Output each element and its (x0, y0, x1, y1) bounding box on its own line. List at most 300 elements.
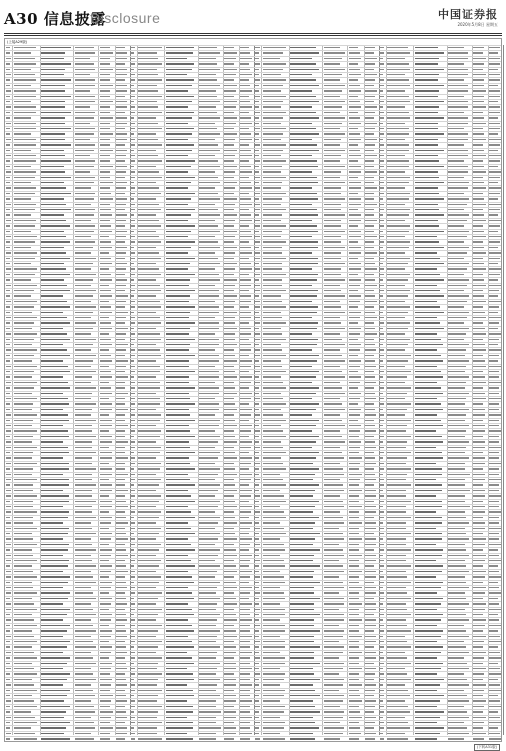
table-cell-text (489, 96, 500, 97)
table-cell-text (41, 274, 70, 275)
table-cell-text (365, 560, 376, 561)
table-cell-text (489, 457, 499, 458)
table-cell-text (365, 301, 377, 302)
table-cell-text (448, 555, 469, 556)
table-cell-text (290, 74, 312, 75)
table-cell-text (166, 322, 196, 323)
table-cell-text (131, 306, 135, 307)
table-cell-text (415, 333, 437, 334)
table-cell-text (349, 52, 360, 53)
table-cell-text (100, 52, 113, 53)
table-cell-text (255, 690, 260, 691)
table-cell-text (224, 668, 236, 669)
table-cell-text (380, 47, 385, 48)
table-cell-text (448, 490, 469, 491)
table-cell-text (255, 614, 259, 615)
table-cell-text (263, 274, 287, 275)
table-cell-text (116, 214, 128, 215)
table-cell-text (415, 123, 439, 124)
table-cell-text (224, 560, 234, 561)
table-cell-text (380, 247, 384, 248)
table-cell-text (75, 727, 96, 728)
table-cell-text (263, 441, 281, 442)
table-cell-text (380, 166, 384, 167)
table-cell-text (116, 333, 126, 334)
table-cell-text (100, 576, 110, 577)
table-cell-text (116, 231, 128, 232)
table-cell-text (387, 220, 404, 221)
table-cell-text (489, 279, 498, 280)
table-cell-text (324, 139, 342, 140)
table-cell-text (387, 274, 410, 275)
table-cell-text (387, 452, 411, 453)
table-cell-text (380, 430, 384, 431)
table-cell-text (290, 565, 320, 566)
table-cell-text (6, 598, 10, 599)
table-cell-text (349, 209, 359, 210)
table-cell-text (365, 231, 375, 232)
table-cell-text (240, 241, 249, 242)
table-cell-text (75, 214, 94, 215)
table-cell-text (131, 582, 135, 583)
table-cell-text (75, 144, 95, 145)
table-cell-text (290, 193, 317, 194)
table-cell-text (489, 285, 501, 286)
table-cell-text (290, 625, 314, 626)
table-cell-text (224, 679, 236, 680)
table-cell-text (387, 679, 410, 680)
table-cell-text (263, 582, 286, 583)
table-cell-text (349, 447, 360, 448)
table-cell-text (166, 668, 188, 669)
table-cell-text (240, 52, 250, 53)
table-cell-text (448, 301, 466, 302)
table-cell-text (255, 522, 259, 523)
table-cell-text (387, 393, 407, 394)
table-cell-text (199, 717, 216, 718)
table-cell-text (100, 171, 110, 172)
table-cell-text (41, 247, 64, 248)
table-cell-text (324, 663, 344, 664)
table-cell-text (448, 474, 469, 475)
table-cell-text (224, 641, 234, 642)
table-cell-text (415, 517, 443, 518)
table-cell-text (415, 484, 442, 485)
table-cell-text (14, 63, 37, 64)
table-cell-text (387, 387, 410, 388)
table-cell-text (138, 495, 161, 496)
table-cell-text (116, 560, 125, 561)
table-cell-text (224, 160, 234, 161)
table-cell-text (290, 506, 315, 507)
table-cell-text (448, 69, 468, 70)
table-cell-text (349, 468, 359, 469)
table-cell-text (100, 306, 112, 307)
table-cell-text (116, 177, 125, 178)
table-cell-text (199, 258, 218, 259)
table-cell-text (387, 322, 410, 323)
table-cell-text (14, 706, 37, 707)
table-cell-text (116, 150, 127, 151)
table-cell-text (41, 484, 69, 485)
table-cell-text (138, 355, 160, 356)
table-cell-text (14, 106, 36, 107)
table-cell-text (290, 133, 319, 134)
table-cell-text (489, 463, 501, 464)
table-cell-text (14, 652, 34, 653)
table-cell-text (240, 177, 249, 178)
table-cell-text (100, 506, 112, 507)
table-cell-text (380, 727, 384, 728)
table-cell-text (131, 468, 135, 469)
table-cell-text (75, 317, 91, 318)
table-cell-text (224, 436, 235, 437)
table-cell-text (41, 328, 63, 329)
table-cell-text (448, 528, 465, 529)
table-cell-text (131, 171, 136, 172)
table-cell-text (290, 457, 315, 458)
table-cell-text (100, 398, 110, 399)
table-cell-text (473, 544, 485, 545)
table-cell-text (166, 722, 193, 723)
table-cell-text (263, 85, 283, 86)
table-cell-text (387, 398, 405, 399)
table-cell-text (448, 225, 464, 226)
table-cell-text (116, 641, 125, 642)
table-cell-text (448, 479, 465, 480)
table-cell-text (380, 144, 385, 145)
table-cell-text (240, 706, 249, 707)
table-cell-text (138, 96, 162, 97)
table-cell-text (349, 241, 359, 242)
table-cell-text (224, 58, 236, 59)
table-cell-text (14, 101, 31, 102)
table-cell-text (224, 717, 236, 718)
table-cell-text (349, 90, 362, 91)
table-cell-text (380, 274, 385, 275)
table-cell-text (6, 657, 10, 658)
table-cell-text (387, 549, 411, 550)
table-cell-text (75, 247, 94, 248)
table-cell-text (199, 609, 215, 610)
table-cell-text (415, 198, 444, 199)
table-cell-text (138, 598, 158, 599)
table-cell-text (100, 695, 113, 696)
table-cell-text (116, 74, 127, 75)
table-cell-text (100, 468, 112, 469)
table-cell-text (324, 484, 343, 485)
table-cell-text (380, 614, 384, 615)
table-cell-text (473, 198, 484, 199)
table-cell-text (14, 128, 36, 129)
table-cell-text (166, 263, 191, 264)
table-cell-text (349, 414, 360, 415)
table-cell-text (324, 96, 340, 97)
table-cell-text (387, 247, 408, 248)
table-cell-text (473, 312, 484, 313)
table-cell-text (75, 668, 91, 669)
table-cell-text (489, 657, 501, 658)
table-cell-text (199, 625, 215, 626)
table-cell-text (324, 150, 345, 151)
table-cell-text (290, 695, 319, 696)
table-cell-text (387, 209, 410, 210)
table-cell-text (380, 690, 385, 691)
table-cell-text (224, 544, 234, 545)
table-cell-text (255, 555, 259, 556)
table-cell-text (448, 393, 469, 394)
table-cell-text (100, 328, 113, 329)
table-cell-text (255, 587, 259, 588)
table-cell-text (41, 700, 63, 701)
table-cell-text (138, 317, 160, 318)
table-cell-text (199, 544, 215, 545)
table-cell-text (240, 555, 252, 556)
table-cell-text (263, 171, 281, 172)
table-cell-text (166, 609, 192, 610)
table-cell-text (138, 366, 160, 367)
table-cell-text (138, 344, 155, 345)
table-cell-text (116, 430, 126, 431)
table-cell-text (199, 123, 215, 124)
table-cell-text (199, 722, 216, 723)
table-cell-text (138, 177, 161, 178)
table-cell-text (131, 322, 135, 323)
table-cell-text (138, 582, 158, 583)
table-cell-text (365, 258, 374, 259)
table-cell-text (324, 112, 340, 113)
table-cell-text (473, 209, 483, 210)
table-cell-text (116, 117, 127, 118)
table-cell-text (138, 544, 161, 545)
table-cell-text (380, 96, 385, 97)
table-cell-text (14, 738, 37, 739)
table-cell-text (473, 263, 484, 264)
table-cell-text (240, 474, 252, 475)
table-cell-text (290, 171, 312, 172)
table-cell-text (489, 700, 500, 701)
table-cell-text (138, 409, 155, 410)
table-cell-text (448, 360, 469, 361)
table-cell-text (448, 177, 464, 178)
table-cell-text (14, 290, 35, 291)
table-cell-text (290, 517, 319, 518)
table-cell-text (224, 182, 237, 183)
table-cell-text (489, 214, 498, 215)
table-cell-text (14, 436, 34, 437)
table-cell-text (100, 495, 110, 496)
table-cell-text (6, 684, 11, 685)
table-cell-text (75, 155, 91, 156)
table-cell-text (131, 258, 135, 259)
table-cell-text (263, 511, 284, 512)
table-cell-text (14, 247, 32, 248)
table-cell-text (199, 160, 217, 161)
table-cell-text (240, 317, 251, 318)
table-cell-text (116, 193, 125, 194)
table-cell-text (349, 268, 361, 269)
table-cell-text (14, 182, 31, 183)
table-cell-text (324, 285, 341, 286)
table-cell-text (14, 479, 38, 480)
table-cell-text (263, 198, 283, 199)
table-cell-text (448, 625, 464, 626)
table-cell-text (6, 717, 11, 718)
table-cell-text (380, 668, 384, 669)
table-cell-text (324, 641, 340, 642)
table-cell-text (263, 517, 286, 518)
table-cell-text (349, 177, 359, 178)
table-cell-text (131, 447, 136, 448)
table-cell-text (224, 101, 237, 102)
table-cell-text (14, 717, 35, 718)
table-cell-text (415, 387, 441, 388)
table-cell-text (448, 565, 466, 566)
table-cell-text (415, 150, 445, 151)
table-cell-text (324, 393, 345, 394)
table-cell-text (324, 47, 340, 48)
table-cell-text (199, 447, 215, 448)
table-cell-text (290, 220, 312, 221)
table-cell-text (415, 657, 437, 658)
table-cell-text (255, 339, 259, 340)
table-cell-text (224, 177, 234, 178)
table-cell-text (199, 58, 216, 59)
disclosure-table (4, 38, 502, 742)
table-cell-text (199, 393, 219, 394)
table-cell-text (473, 695, 483, 696)
table-cell-text (166, 544, 192, 545)
table-cell-text (415, 79, 438, 80)
table-cell-text (116, 387, 125, 388)
table-cell-text (166, 614, 195, 615)
table-cell-text (415, 85, 445, 86)
table-cell-text (166, 576, 192, 577)
table-cell-text (75, 538, 92, 539)
table-cell-text (116, 452, 126, 453)
table-cell-text (380, 295, 384, 296)
table-cell-text (41, 560, 69, 561)
table-cell-text (387, 317, 405, 318)
table-cell-text (380, 501, 384, 502)
table-cell-text (100, 47, 110, 48)
table-cell-text (240, 312, 251, 313)
table-cell-text (224, 636, 236, 637)
table-cell-text (255, 382, 260, 383)
table-cell-text (138, 560, 161, 561)
table-cell-text (324, 236, 341, 237)
table-cell-text (489, 339, 499, 340)
table-cell-text (349, 706, 359, 707)
table-cell-text (131, 452, 135, 453)
table-cell-text (448, 47, 464, 48)
table-cell-text (448, 274, 464, 275)
table-cell-text (324, 268, 341, 269)
table-cell-text (387, 587, 406, 588)
table-cell-text (199, 538, 217, 539)
table-cell-text (116, 587, 128, 588)
table-cell-text (380, 252, 384, 253)
table-cell-text (380, 555, 383, 556)
table-cell-text (473, 447, 485, 448)
table-cell-text (75, 79, 95, 80)
table-cell-text (415, 592, 437, 593)
table-cell-text (100, 279, 113, 280)
table-cell-text (41, 425, 63, 426)
table-cell-text (290, 285, 312, 286)
table-cell-text (255, 279, 258, 280)
table-cell-text (290, 463, 312, 464)
table-cell-text (255, 733, 259, 734)
table-cell-text (349, 700, 362, 701)
table-cell-text (290, 571, 314, 572)
table-cell-text (166, 517, 195, 518)
table-cell-text (240, 619, 252, 620)
table-cell-text (224, 85, 237, 86)
table-cell-text (349, 722, 359, 723)
table-cell-text (473, 220, 486, 221)
table-cell-text (116, 133, 127, 134)
table-cell-text (473, 63, 484, 64)
table-cell-text (448, 733, 469, 734)
table-cell-text (240, 220, 251, 221)
table-cell-text (116, 182, 127, 183)
table-cell-text (240, 150, 250, 151)
table-cell-text (6, 452, 9, 453)
table-cell-text (131, 96, 135, 97)
table-cell-text (387, 700, 405, 701)
table-cell-text (473, 474, 485, 475)
table-cell-text (473, 155, 486, 156)
table-cell-text (138, 328, 155, 329)
table-cell-text (224, 430, 234, 431)
table-cell-text (290, 528, 313, 529)
table-cell-text (324, 295, 345, 296)
table-cell-text (240, 360, 251, 361)
table-cell-text (473, 727, 483, 728)
table-cell-text (473, 420, 483, 421)
table-cell-text (415, 722, 437, 723)
table-cell-text (263, 630, 285, 631)
table-cell-text (240, 717, 252, 718)
table-cell-text (41, 468, 69, 469)
table-cell-text (166, 565, 195, 566)
table-cell-text (473, 279, 484, 280)
table-cell-text (415, 339, 441, 340)
table-cell-text (448, 495, 465, 496)
table-cell-text (199, 474, 218, 475)
table-cell-text (290, 582, 320, 583)
table-cell-text (138, 209, 161, 210)
table-cell-text (380, 544, 384, 545)
table-cell-text (41, 236, 66, 237)
table-cell-text (224, 355, 235, 356)
table-cell-text (116, 646, 126, 647)
table-cell-text (41, 684, 63, 685)
table-cell-text (75, 452, 96, 453)
table-cell-text (263, 495, 284, 496)
table-cell-text (41, 301, 67, 302)
table-cell-text (240, 609, 250, 610)
table-cell-text (116, 609, 125, 610)
table-cell-text (380, 641, 385, 642)
table-cell-text (415, 571, 442, 572)
table-cell-text (138, 274, 161, 275)
table-cell-text (473, 652, 486, 653)
table-cell-text (199, 436, 219, 437)
table-cell-text (365, 414, 377, 415)
table-cell-text (131, 565, 135, 566)
